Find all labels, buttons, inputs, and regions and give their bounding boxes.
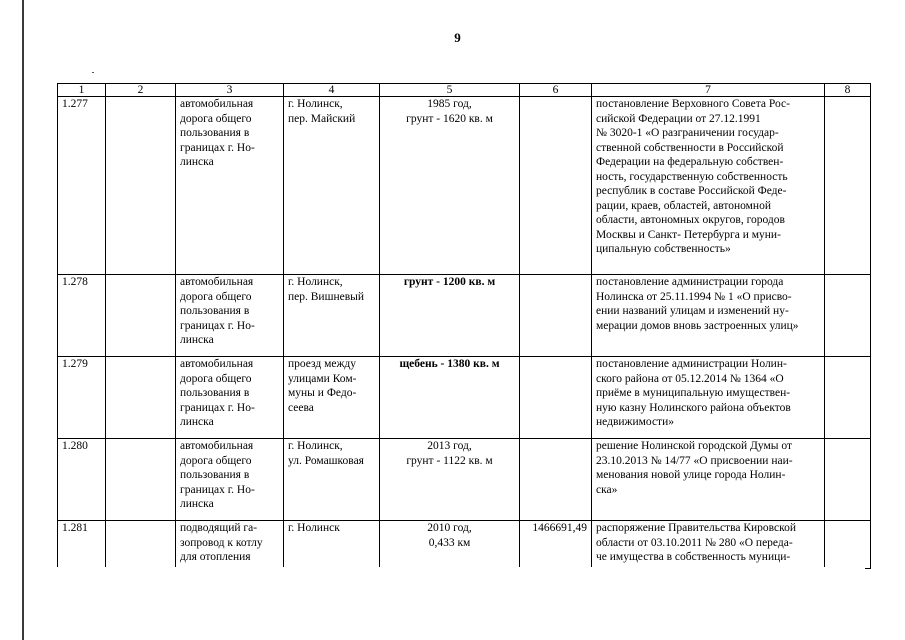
table-row — [58, 439, 871, 521]
document-line: постановление Верховного Совета Рос- — [596, 98, 790, 110]
specs-line: щебень - 1380 кв. м — [399, 358, 500, 370]
document-line: недвижимости» — [596, 416, 674, 428]
address-line: ул. Ромашковая — [288, 454, 364, 467]
document-line: сийской Федерации от 27.12.1991 — [596, 112, 761, 125]
specs-line: 2013 год, — [427, 440, 472, 452]
document-line: рации, краев, областей, автономной — [596, 199, 771, 212]
table-row — [58, 275, 871, 357]
page-edge-line — [22, 0, 24, 640]
document-line: области, автономных округов, городов — [596, 214, 785, 226]
value-cell — [520, 275, 592, 357]
object-name-line: границах г. Но- — [180, 319, 255, 332]
address-line: г. Нолинск — [288, 522, 340, 534]
row-number-cell — [58, 357, 106, 439]
document-cell — [592, 439, 825, 521]
row-number-cell — [58, 97, 106, 275]
address-line: г. Нолинск, — [288, 276, 343, 288]
document-line: че имущества в собственность муници- — [596, 551, 791, 563]
specs-line: грунт - 1122 кв. м — [406, 454, 493, 467]
specs-cell — [380, 357, 520, 439]
column-header: 5 — [380, 84, 520, 97]
document-line: постановление администрации города — [596, 276, 784, 288]
address-cell — [284, 521, 380, 569]
address-line: пер. Майский — [288, 112, 356, 125]
object-name-line: линска — [180, 156, 214, 168]
column-8-cell — [825, 275, 871, 357]
row-number-text: 1.281 — [62, 522, 88, 534]
row-number-text: 1.280 — [62, 440, 88, 452]
object-name-line: дорога общего — [180, 290, 252, 303]
object-name-line: автомобильная — [180, 98, 254, 110]
table-row — [58, 357, 871, 439]
column-8-cell — [825, 357, 871, 439]
address-line: сеева — [288, 401, 314, 414]
specs-cell — [380, 439, 520, 521]
page-number: 9 — [454, 30, 461, 45]
object-name-cell — [176, 439, 284, 521]
object-name-line: линска — [180, 334, 214, 346]
object-name-line: автомобильная — [180, 276, 254, 288]
address-line: г. Нолинск, — [288, 440, 343, 452]
object-name-line: дорога общего — [180, 112, 252, 125]
object-name-cell — [176, 97, 284, 275]
document-line: ственной собственности в Российской — [596, 141, 784, 154]
column-2-cell — [106, 357, 176, 439]
document-line: мерации домов вновь застроенных улиц» — [596, 319, 799, 332]
document-line: ского района от 05.12.2014 № 1364 «О — [596, 372, 784, 385]
row-number-text: 1.279 — [62, 358, 88, 370]
value-cell — [520, 97, 592, 275]
object-name-cell — [176, 357, 284, 439]
value-cell — [520, 439, 592, 521]
object-name-line: пользования в — [180, 469, 250, 481]
registry-table — [57, 83, 871, 569]
column-2-cell — [106, 275, 176, 357]
table-row — [58, 97, 871, 275]
object-name-line: линска — [180, 416, 214, 428]
table-row — [58, 521, 871, 569]
document-cell — [592, 521, 825, 569]
value-cell — [520, 357, 592, 439]
document-cell — [592, 357, 825, 439]
specs-cell — [380, 275, 520, 357]
object-name-line: границах г. Но- — [180, 141, 255, 154]
column-8-cell — [825, 521, 871, 569]
row-number-cell — [58, 521, 106, 569]
document-line: ципальную собственность» — [596, 243, 731, 255]
document-line: республик в составе Российской Феде- — [596, 185, 787, 197]
object-name-line: линска — [180, 498, 214, 510]
object-name-line: границах г. Но- — [180, 401, 255, 414]
specs-line: 1985 год, — [427, 98, 472, 110]
value-text: 1466691,49 — [532, 522, 587, 534]
address-line: проезд между — [288, 358, 357, 370]
specs-line: грунт - 1200 кв. м — [403, 276, 496, 288]
document-line: ска» — [596, 483, 618, 496]
specs-cell — [380, 521, 520, 569]
row-number-text: 1.277 — [62, 98, 88, 110]
document-line: решение Нолинской городской Думы от — [596, 440, 792, 452]
specs-cell — [380, 97, 520, 275]
table-body — [58, 97, 871, 569]
document-line: Москвы и Санкт- Петербурга и муни- — [596, 228, 781, 241]
row-number-cell — [58, 275, 106, 357]
document-line: № 3020-1 «О разграничении государ- — [596, 127, 779, 139]
object-name-line: пользования в — [180, 127, 250, 139]
object-name-line: дорога общего — [180, 372, 252, 385]
column-2-cell — [106, 439, 176, 521]
value-cell — [520, 521, 592, 569]
document-line: области от 03.10.2011 № 280 «О переда- — [596, 536, 793, 549]
column-header: 1 — [58, 84, 106, 97]
document-cell — [592, 275, 825, 357]
object-name-line: автомобильная — [180, 440, 254, 452]
object-name-line: для отопления — [180, 551, 251, 563]
document-line: ную казну Нолинского района объектов — [596, 401, 791, 414]
table-header-row — [58, 84, 871, 97]
row-number-cell — [58, 439, 106, 521]
document-cell — [592, 97, 825, 275]
column-header: 3 — [176, 84, 284, 97]
specs-line: 2010 год, — [427, 522, 472, 534]
object-name-line: границах г. Но- — [180, 483, 255, 496]
address-line: г. Нолинск, — [288, 98, 343, 110]
row-number-text: 1.278 — [62, 276, 88, 288]
specs-line: 0,433 км — [428, 536, 471, 549]
document-line: постановление администрации Нолин- — [596, 358, 787, 370]
column-2-cell — [106, 521, 176, 569]
address-cell — [284, 357, 380, 439]
column-2-cell — [106, 97, 176, 275]
column-header: 2 — [106, 84, 176, 97]
page-bottom-margin — [57, 567, 865, 640]
address-line: муны и Федо- — [288, 387, 357, 399]
object-name-line: автомобильная — [180, 358, 254, 370]
address-line: улицами Ком- — [288, 372, 357, 385]
object-name-cell — [176, 275, 284, 357]
document-line: распоряжение Правительства Кировской — [596, 522, 797, 534]
object-name-line: пользования в — [180, 305, 250, 317]
document-line: 23.10.2013 № 14/77 «О присвоении наи- — [596, 454, 793, 467]
scan-speck — [92, 72, 94, 73]
object-name-line: подводящий га- — [180, 522, 258, 534]
column-8-cell — [825, 439, 871, 521]
document-line: Нолинска от 25.11.1994 № 1 «О присво- — [596, 290, 792, 303]
specs-line: грунт - 1620 кв. м — [406, 112, 493, 125]
object-name-cell — [176, 521, 284, 569]
object-name-line: пользования в — [180, 387, 250, 399]
address-cell — [284, 97, 380, 275]
object-name-line: дорога общего — [180, 454, 252, 467]
column-header: 4 — [284, 84, 380, 97]
document-line: приёме в муниципальную имуществен- — [596, 387, 791, 399]
document-line: менования новой улице города Нолин- — [596, 469, 786, 481]
address-cell — [284, 439, 380, 521]
document-line: ении названий улицам и изменений ну- — [596, 305, 789, 317]
document-line: ность, государственную собственность — [596, 170, 788, 183]
document-line: Федерации на федеральную собствен- — [596, 156, 784, 168]
object-name-line: зопровод к котлу — [180, 536, 263, 549]
address-cell — [284, 275, 380, 357]
column-8-cell — [825, 97, 871, 275]
column-header: 6 — [520, 84, 592, 97]
address-line: пер. Вишневый — [288, 290, 365, 303]
column-header: 7 — [592, 84, 825, 97]
column-header: 8 — [825, 84, 871, 97]
